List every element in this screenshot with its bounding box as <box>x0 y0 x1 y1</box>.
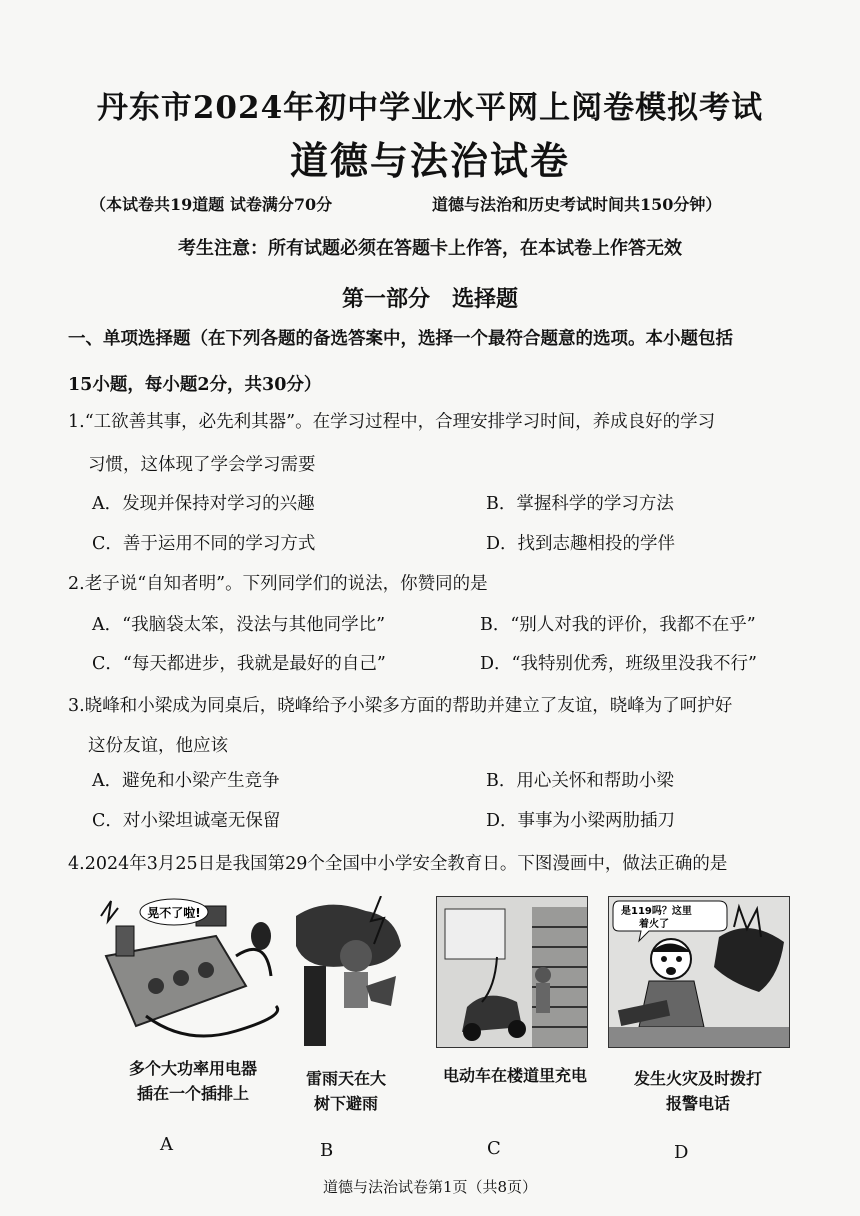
question-2-option-c: C．“每天都进步，我就是最好的自己” <box>92 654 386 674</box>
comic-b-caption-line1: 雷雨天在大 <box>305 1069 386 1088</box>
question-2-option-d: D．“我特别优秀，班级里没我不行” <box>480 654 757 674</box>
question-1-option-b: B．掌握科学的学习方法 <box>486 494 674 514</box>
comic-d-image <box>608 896 790 1048</box>
comic-d-bubble-line2: 着火了 <box>639 919 669 930</box>
question-3-option-d: D．事事为小梁两肋插刀 <box>486 811 676 831</box>
question-3-option-b: B．用心关怀和帮助小梁 <box>486 771 674 791</box>
comic-d-letter: D <box>674 1142 689 1163</box>
question-2-option-a: A．“我脑袋太笨，没法与其他同学比” <box>92 615 386 635</box>
power-strip-illustration <box>96 896 286 1046</box>
stairway-charging-illustration <box>437 897 587 1047</box>
question-3-option-c: C．对小梁坦诚毫无保留 <box>92 811 281 831</box>
question-2-option-b: B．“别人对我的评价，我都不在乎” <box>480 615 756 635</box>
comic-b-letter: B <box>320 1140 334 1161</box>
section-heading-line2: 15小题，每小题2分，共30分） <box>68 375 322 395</box>
comic-a-caption-line2: 插在一个插排上 <box>136 1084 249 1103</box>
comic-d-caption-line1: 发生火灾及时拨打 <box>633 1069 762 1088</box>
comic-a-caption <box>118 1056 268 1106</box>
exam-info-left: （本试卷共19道题 试卷满分70分 <box>90 195 333 214</box>
section-heading-line1: 一、单项选择题（在下列各题的备选答案中，选择一个最符合题意的选项。本小题包括 <box>68 329 733 349</box>
subject-title: 道德与法治试卷 <box>289 138 570 183</box>
fire-call-illustration <box>609 897 789 1047</box>
comic-b-caption-line2: 树下避雨 <box>313 1094 378 1113</box>
question-4-stem-line1: 4.2024年3月25日是我国第29个全国中小学安全教育日。下图漫画中，做法正确的是 <box>68 854 728 874</box>
part-title: 第一部分 选择题 <box>341 286 518 312</box>
exam-info-right: 道德与法治和历史考试时间共150分钟） <box>432 195 722 214</box>
page-footer: 道德与法治试卷第1页（共8页） <box>322 1178 538 1196</box>
comic-d-caption <box>618 1066 778 1116</box>
comic-b-caption <box>296 1066 396 1116</box>
question-3-stem-line2: 这份友谊，他应该 <box>88 736 228 756</box>
question-3-stem-line1: 3.晓峰和小梁成为同桌后，晓峰给予小梁多方面的帮助并建立了友谊，晓峰为了呵护好 <box>68 696 733 716</box>
comic-c-image <box>436 896 588 1048</box>
comic-a-caption-line1: 多个大功率用电器 <box>128 1059 257 1078</box>
comic-c-caption-line1: 电动车在楼道里充电 <box>442 1066 587 1085</box>
exam-info <box>90 192 790 215</box>
question-1-stem-line1: 1.“工欲善其事，必先利其器”。在学习过程中，合理安排学习时间，养成良好的学习 <box>68 412 716 432</box>
exam-title: 丹东市2024年初中学业水平网上阅卷模拟考试 <box>96 90 764 126</box>
comic-d-caption-line2: 报警电话 <box>665 1094 730 1113</box>
question-1-stem-line2: 习惯，这体现了学会学习需要 <box>88 455 316 475</box>
comic-b-image <box>296 896 406 1046</box>
comic-c-caption <box>430 1063 600 1088</box>
candidate-notice: 考生注意：所有试题必须在答题卡上作答，在本试卷上作答无效 <box>178 238 682 259</box>
question-1-option-c: C．善于运用不同的学习方式 <box>92 534 316 554</box>
comic-a-image <box>96 896 286 1046</box>
comic-a-letter: A <box>160 1134 173 1155</box>
question-1-option-a: A．发现并保持对学习的兴趣 <box>92 494 315 514</box>
comic-c-letter: C <box>487 1138 501 1159</box>
question-1-option-d: D．找到志趣相投的学伴 <box>486 534 676 554</box>
comic-a-bubble: 晃不了啦! <box>147 906 201 920</box>
question-2-stem-line1: 2.老子说“自知者明”。下列同学们的说法，你赞同的是 <box>68 574 488 594</box>
comic-d-bubble-line1: 是119吗？这里 <box>621 906 692 917</box>
question-3-option-a: A．避免和小梁产生竞争 <box>92 771 280 791</box>
tree-storm-illustration <box>296 896 406 1046</box>
